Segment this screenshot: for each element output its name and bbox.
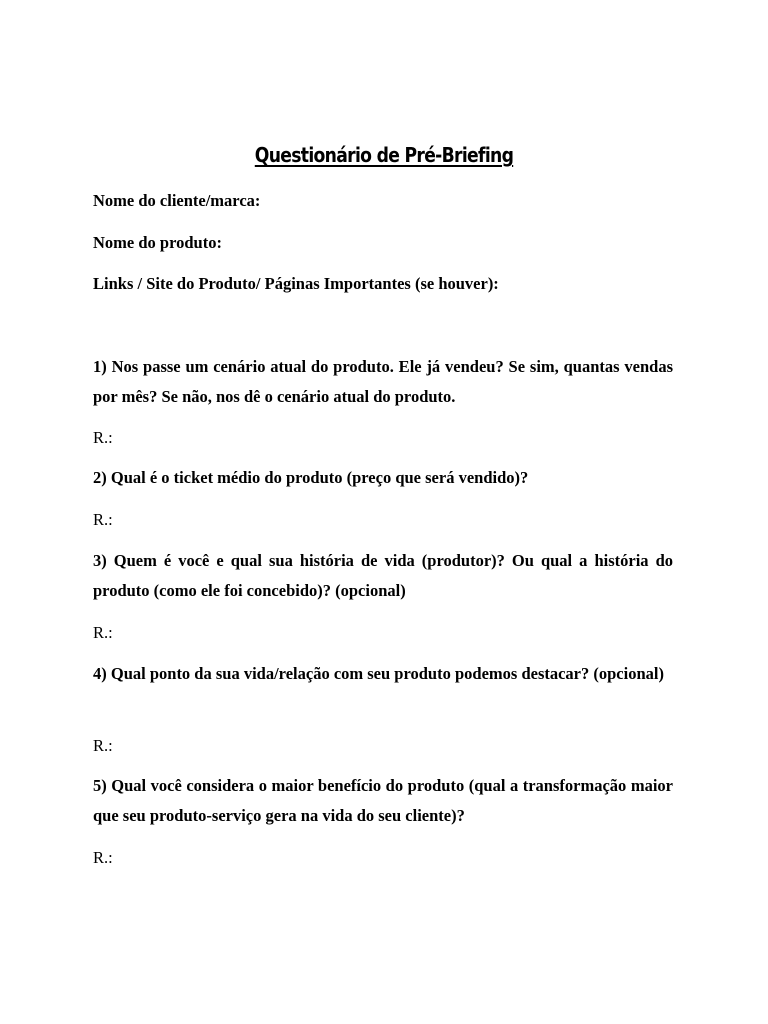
question-5: 5) Qual você considera o maior benefício do produto (qual a transformação maior que seu produto-serviço gera na vida do seu cliente)? xyxy=(93,776,673,825)
field-client-brand: Nome do cliente/marca: xyxy=(93,191,261,210)
answer-2: R.: xyxy=(93,510,113,529)
question-1: 1) Nos passe um cenário atual do produto. Ele já vendeu? Se sim, quantas vendas por mês? Se não, nos dê o cenário atual do produto. xyxy=(93,357,673,406)
question-3: 3) Quem é você e qual sua história de vida (produtor)? Ou qual a história do produto (como ele foi concebido)? (opcional) xyxy=(93,551,673,600)
answer-4: R.: xyxy=(93,736,113,755)
answer-5: R.: xyxy=(93,848,113,867)
question-2: 2) Qual é o ticket médio do produto (preço que será vendido)? xyxy=(93,468,529,487)
field-links: Links / Site do Produto/ Páginas Importantes (se houver): xyxy=(93,274,499,293)
document-title: Questionário de Pré-Briefing xyxy=(254,143,514,167)
answer-1: R.: xyxy=(93,428,113,447)
field-product-name: Nome do produto: xyxy=(93,233,222,252)
answer-3: R.: xyxy=(93,623,113,642)
question-4: 4) Qual ponto da sua vida/relação com seu produto podemos destacar? (opcional) xyxy=(93,664,664,683)
